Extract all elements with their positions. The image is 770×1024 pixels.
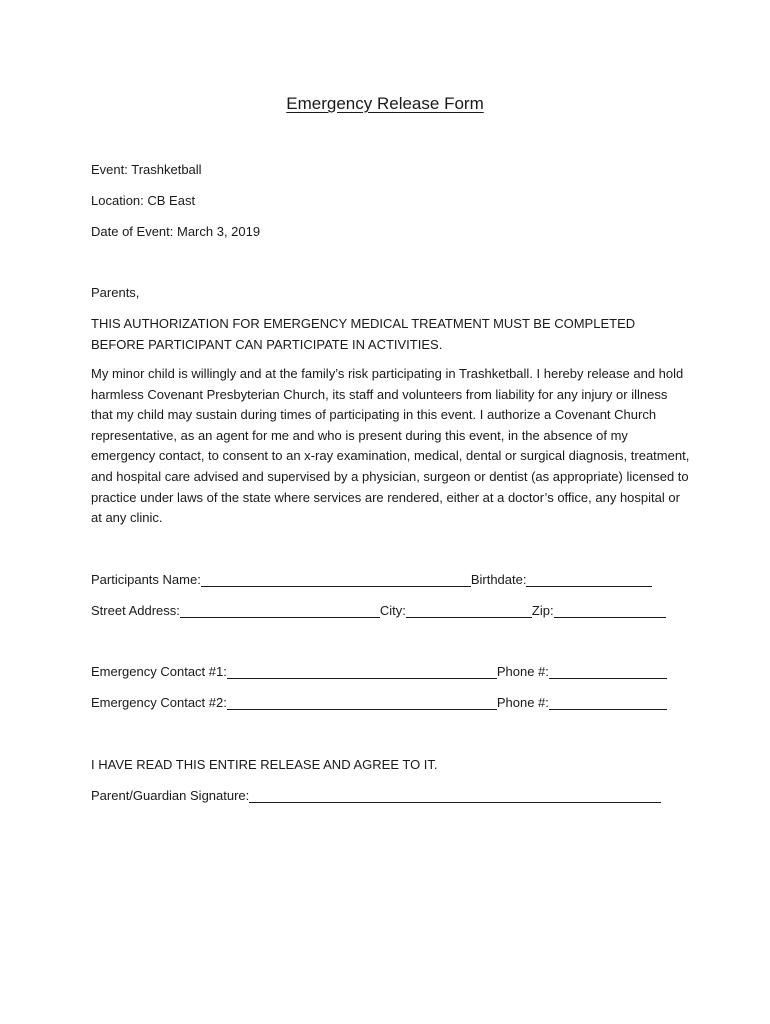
phone-1-label: Phone #:	[496, 664, 549, 679]
city-field[interactable]	[406, 604, 532, 618]
emergency-contact-2-label: Emergency Contact #2:	[91, 695, 227, 710]
birthdate-field[interactable]	[526, 573, 652, 587]
street-address-field[interactable]	[180, 604, 380, 618]
agreement-statement: I HAVE READ THIS ENTIRE RELEASE AND AGREE TO IT.	[91, 757, 438, 772]
participant-name-label: Participants Name:	[91, 572, 201, 587]
phone-2-label: Phone #:	[496, 695, 549, 710]
signature-row	[91, 788, 661, 804]
emergency-contact-1-row	[91, 664, 667, 680]
phone-1-field[interactable]	[549, 665, 667, 679]
form-title: Emergency Release Form	[286, 94, 484, 113]
zip-field[interactable]	[554, 604, 666, 618]
birthdate-label: Birthdate:	[470, 572, 527, 587]
participant-row	[91, 572, 652, 588]
release-paragraph: My minor child is willingly and at the family’s risk participating in Trashketball. I hereby release and hold harmless Covenant Presbyterian Church, its staff and volunteers from liability for any injury or illness that my child may sustain during times of participating in this event. I authorize a Covenant Church representative, as an agent for me and who is present during this event, in the absence of my emergency contact, to consent to an x-ray examination, medical, dental or surgical diagnosis, treatment, and hospital care advised and supervised by a physician, surgeon or dentist (as appropriate) licensed to practice under laws of the state where services are rendered, either at a doctor’s office, any hospital or at any clinic.	[91, 366, 690, 526]
zip-label: Zip:	[531, 603, 554, 618]
participant-name-field[interactable]	[201, 573, 471, 587]
event-line: Event: Trashketball	[91, 162, 202, 177]
phone-2-field[interactable]	[549, 696, 667, 710]
date-line: Date of Event: March 3, 2019	[91, 224, 261, 239]
greeting: Parents,	[91, 285, 140, 300]
emergency-contact-2-row	[91, 695, 667, 711]
location-line: Location: CB East	[91, 193, 196, 208]
emergency-contact-2-field[interactable]	[227, 696, 497, 710]
emergency-contact-1-field[interactable]	[227, 665, 497, 679]
street-address-label: Street Address:	[91, 603, 180, 618]
address-row	[91, 603, 666, 619]
signature-field[interactable]	[249, 789, 661, 803]
emergency-contact-1-label: Emergency Contact #1:	[91, 664, 227, 679]
signature-label: Parent/Guardian Signature:	[91, 788, 250, 803]
city-label: City:	[379, 603, 406, 618]
authorization-notice: THIS AUTHORIZATION FOR EMERGENCY MEDICAL TREATMENT MUST BE COMPLETED BEFORE PARTICIPANT CAN PARTICIPATE IN ACTIVITIES.	[91, 316, 636, 352]
